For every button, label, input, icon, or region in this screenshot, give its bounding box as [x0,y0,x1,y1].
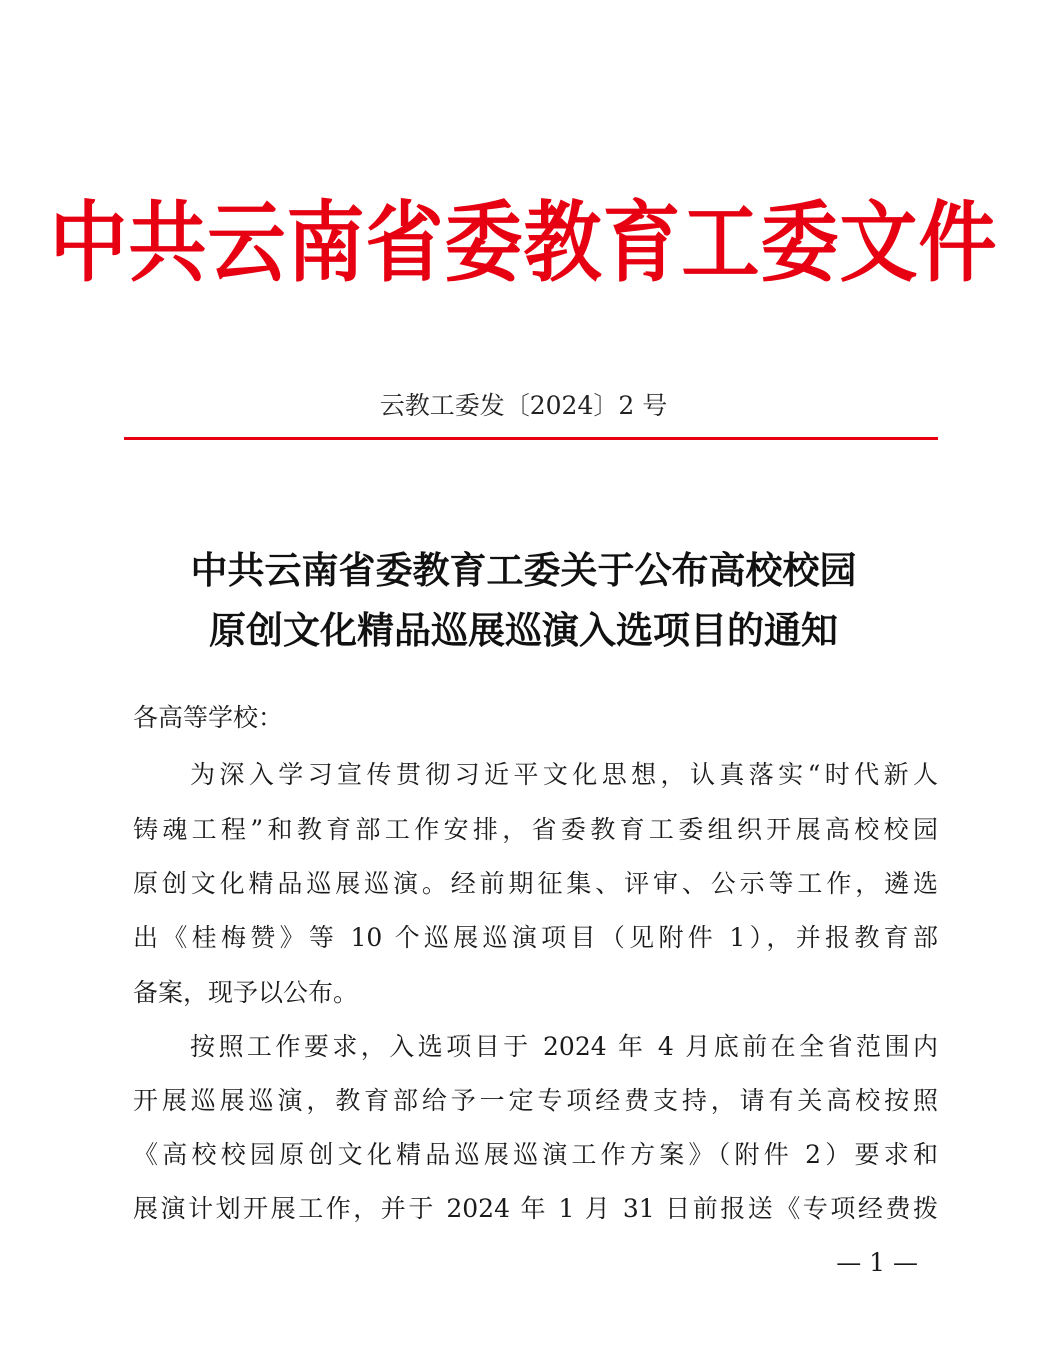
document-number: 云教工委发〔2024〕2 号 [379,391,668,420]
paragraph-1-line-1: 为深入学习宣传贯彻习近平文化思想，认真落实“时代新人 [190,760,938,789]
paragraph-2-line-2: 开展巡展巡演，教育部给予一定专项经费支持，请有关高校按照 [133,1086,938,1115]
paragraph-1-line-2: 铸魂工程”和教育部工作安排，省委教育工委组织开展高校校园 [133,815,938,844]
paragraph-2-line-3: 《高校校园原创文化精品巡展巡演工作方案》（附件 2）要求和 [133,1140,938,1169]
page-number: — 1 — [836,1248,918,1277]
paragraph-1-line-4: 出《桂梅赞》等 10 个巡展巡演项目（见附件 1），并报教育部 [133,923,938,952]
paragraph-2-line-1: 按照工作要求，入选项目于 2024 年 4 月底前在全省范围内 [190,1032,938,1061]
paragraph-1-line-3: 原创文化精品巡展巡演。经前期征集、评审、公示等工作，遴选 [133,869,938,898]
red-divider-line [124,437,938,440]
notice-title-line-2: 原创文化精品巡展巡演入选项目的通知 [209,608,838,652]
salutation: 各高等学校： [133,703,284,732]
document-masthead: 中共云南省委教育工委文件 [49,192,998,295]
paragraph-2-line-4: 展演计划开展工作，并于 2024 年 1 月 31 日前报送《专项经费拨 [133,1194,938,1223]
paragraph-1-line-5: 备案，现予以公布。 [133,978,359,1007]
notice-title-line-1: 中共云南省委教育工委关于公布高校校园 [190,548,857,592]
